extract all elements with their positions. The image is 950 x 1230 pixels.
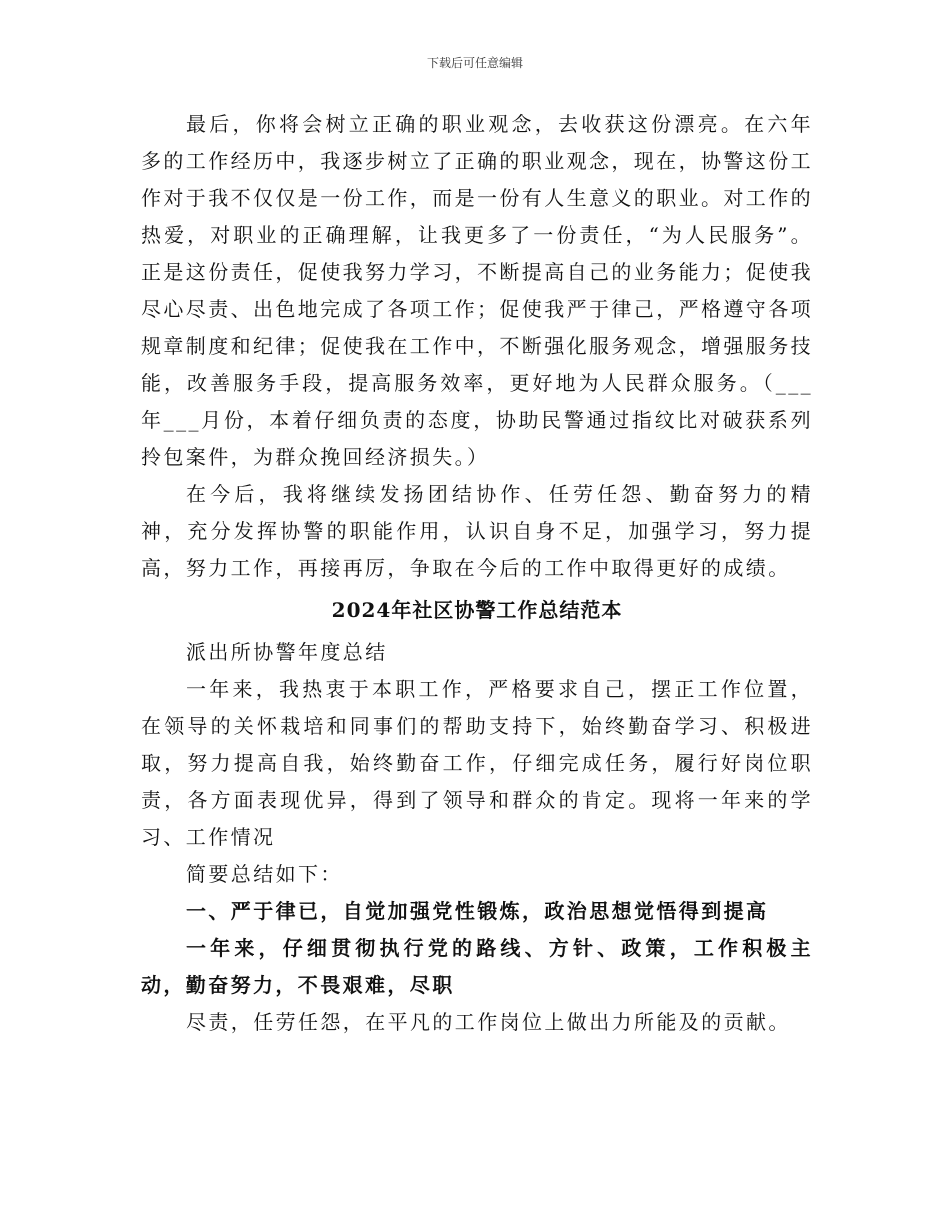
paragraph-bold: 一年来，仔细贯彻执行党的路线、方针、政策，工作积极主动，勤奋努力，不畏艰难，尽职 (141, 936, 813, 997)
paragraph-summary-lead: 简要总结如下： (186, 862, 343, 886)
document-body (141, 106, 813, 1041)
paragraph-conclusion: 最后，你将会树立正确的职业观念，去收获这份漂亮。在六年多的工作经历中，我逐步树立了正确的职业观念，现在，协警这份工作对于我不仅仅是一份工作，而是一份有人生意义的职业。对工作的热爱，对职业的正确理解，让我更多了一份责任，“为人民服务”。正是这份责任，促使我努力学习，不断提高自己的业务能力；促使我尽心尽责、出色地完成了各项工作；促使我严于律己，严格遵守各项规章制度和纪律；促使我在工作中，不断强化服务观念，增强服务技能，改善服务手段，提高服务效率，更好地为人民群众服务。（___年___月份，本着仔细负责的态度，协助民警通过指纹比对破获系列拎包案件，为群众挽回经济损失。） (141, 112, 813, 469)
document-title: 2024年社区协警工作总结范本 (331, 598, 623, 622)
page-header: 下载后可任意编辑 (426, 56, 523, 70)
paragraph-intro: 一年来，我热衷于本职工作，严格要求自己，摆正工作位置，在领导的关怀栽培和同事们的帮助支持下，始终勤奋学习、积极进取，努力提高自我，始终勤奋工作，仔细完成任务，履行好岗位职责，各方面表现优异，得到了领导和群众的肯定。现将一年来的学习、工作情况 (141, 677, 813, 849)
document-subtitle: 派出所协警年度总结 (186, 640, 388, 664)
paragraph-duty: 尽责，任劳任怨，在平凡的工作岗位上做出力所能及的贡献。 (186, 1010, 791, 1034)
section-heading-1: 一、严于律已，自觉加强党性锻炼，政治思想觉悟得到提高 (186, 899, 769, 923)
paragraph-future: 在今后，我将继续发扬团结协作、任劳任怨、勤奋努力的精神，充分发挥协警的职能作用，认识自身不足，加强学习，努力提高，努力工作，再接再厉，争取在今后的工作中取得更好的成绩。 (141, 482, 813, 580)
